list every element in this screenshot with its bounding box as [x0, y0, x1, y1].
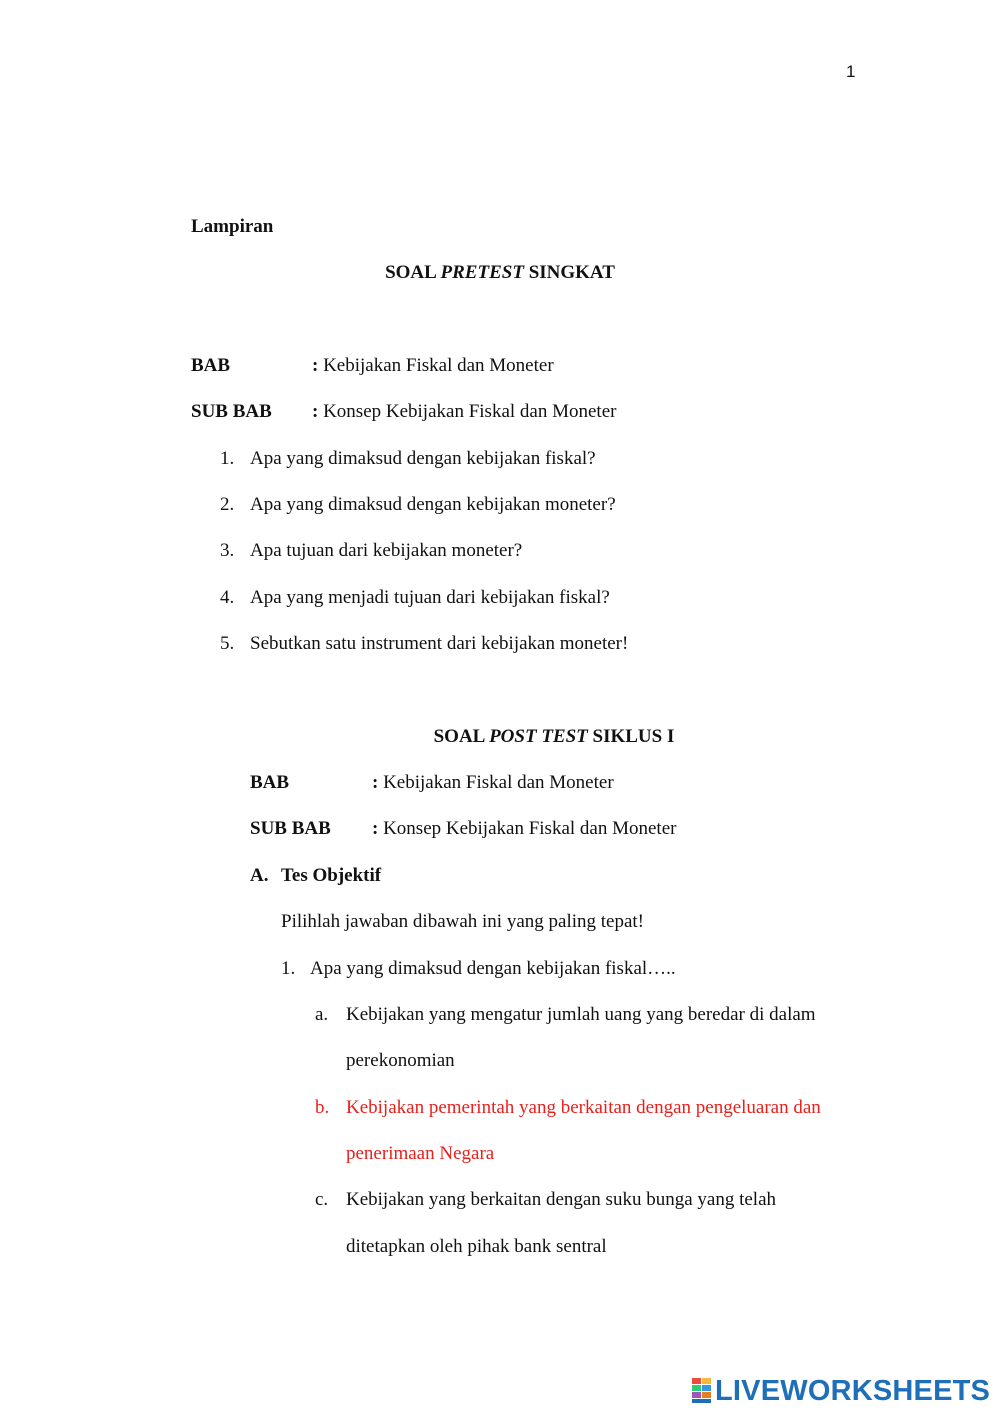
option-a-letter: a. [315, 1004, 329, 1025]
pretest-question-num: 2. [220, 494, 235, 515]
option-c-line2: ditetapkan oleh pihak bank sentral [346, 1236, 607, 1257]
pretest-question-num: 5. [220, 633, 235, 654]
posttest-question-num: 1. [281, 958, 296, 979]
liveworksheets-logo-icon [692, 1378, 712, 1404]
pretest-question-text: Apa yang dimaksud dengan kebijakan fiskal? [250, 448, 596, 469]
heading-lampiran: Lampiran [191, 216, 274, 237]
page-number: 1 [846, 62, 856, 81]
watermark-text: LIVEWORKSHEETS [715, 1374, 991, 1407]
pretest-subbab-value: : Konsep Kebijakan Fiskal dan Moneter [312, 401, 617, 422]
posttest-subbab-label: SUB BAB [250, 818, 331, 839]
pretest-question-text: Apa tujuan dari kebijakan moneter? [250, 540, 523, 561]
option-a-line1: Kebijakan yang mengatur jumlah uang yang beredar di dalam [346, 1004, 816, 1025]
posttest-question-text: Apa yang dimaksud dengan kebijakan fiskal….. [310, 958, 676, 979]
pretest-title: SOAL PRETEST SINGKAT [385, 262, 615, 283]
posttest-title: SOAL POST TEST SIKLUS I [433, 726, 675, 747]
posttest-bab-value: : Kebijakan Fiskal dan Moneter [372, 772, 614, 793]
posttest-subbab-value: : Konsep Kebijakan Fiskal dan Moneter [372, 818, 677, 839]
instruction-text: Pilihlah jawaban dibawah ini yang paling tepat! [281, 911, 645, 932]
pretest-question-text: Apa yang dimaksud dengan kebijakan moneter? [250, 494, 616, 515]
pretest-subbab-label: SUB BAB [191, 401, 272, 422]
pretest-question-text: Sebutkan satu instrument dari kebijakan moneter! [250, 633, 629, 654]
pretest-question-num: 1. [220, 448, 235, 469]
option-b-letter: b. [315, 1097, 330, 1118]
option-b-line1: Kebijakan pemerintah yang berkaitan dengan pengeluaran dan [346, 1097, 821, 1118]
pretest-question-num: 4. [220, 587, 235, 608]
pretest-question-num: 3. [220, 540, 235, 561]
section-title: Tes Objektif [281, 865, 382, 886]
option-c-line1: Kebijakan yang berkaitan dengan suku bunga yang telah [346, 1189, 776, 1210]
option-c-letter: c. [315, 1189, 329, 1210]
pretest-bab-value: : Kebijakan Fiskal dan Moneter [312, 355, 554, 376]
pretest-question-text: Apa yang menjadi tujuan dari kebijakan fiskal? [250, 587, 610, 608]
pretest-bab-label: BAB [191, 355, 231, 376]
option-b-line2: penerimaan Negara [346, 1143, 495, 1164]
option-a-line2: perekonomian [346, 1050, 455, 1071]
section-letter: A. [250, 865, 269, 886]
posttest-bab-label: BAB [250, 772, 290, 793]
liveworksheets-watermark [692, 1376, 990, 1406]
